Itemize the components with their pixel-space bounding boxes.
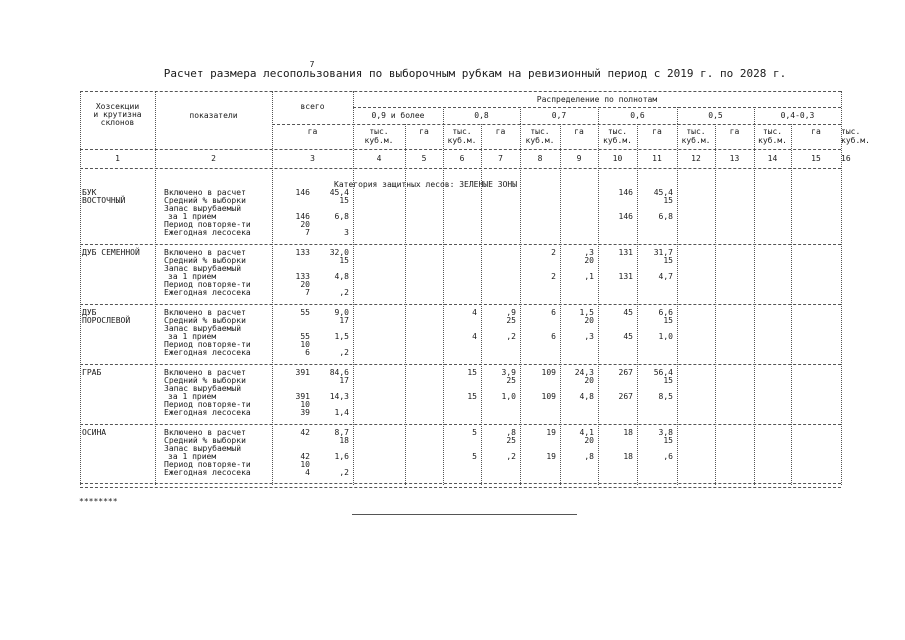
table-cell: 6,8	[334, 212, 349, 221]
indicator-label: Ежегодная лесосека	[164, 468, 251, 477]
column-number: 8	[537, 154, 543, 163]
table-cell: 6	[551, 332, 556, 341]
table-cell: 18	[623, 452, 633, 461]
indicator-label: Средний % выборки	[164, 256, 246, 265]
density-group-header: 0,4-0,3	[780, 111, 815, 120]
column-number: 2	[211, 154, 216, 163]
table-cell: 10	[300, 340, 310, 349]
column-header-farm-section: склонов	[100, 118, 135, 127]
table-cell: 42	[300, 428, 310, 437]
table-cell: 3,8	[658, 428, 673, 437]
page-number: 7	[309, 60, 315, 69]
table-cell: 3,9	[501, 368, 516, 377]
table-cell: 4,8	[334, 272, 349, 281]
table-cell: 15	[663, 316, 673, 325]
table-cell: 267	[618, 368, 633, 377]
subheader-ga: га	[495, 127, 506, 136]
column-header-farm-section: Хозсекции	[95, 102, 140, 111]
section-name: ОСИНА	[82, 428, 107, 437]
section-separator	[80, 364, 841, 365]
table-cell: 32,0	[329, 248, 349, 257]
indicator-label: Запас вырубаемый	[164, 324, 242, 333]
subheader-volume-unit: куб.м.	[364, 136, 394, 145]
subheader-volume-unit: куб.м.	[681, 136, 711, 145]
subheader-volume: тыс.	[762, 127, 783, 136]
table-cell: 18	[339, 436, 349, 445]
table-cell: 6,6	[658, 308, 673, 317]
column-header-distribution: Распределение по полнотам	[536, 95, 658, 104]
column-number: 5	[421, 154, 427, 163]
table-cell: 45	[623, 332, 633, 341]
table-cell: 5	[472, 452, 477, 461]
table-cell: 20	[584, 436, 594, 445]
density-group-header: 0,5	[708, 111, 723, 120]
table-cell: 42	[300, 452, 310, 461]
subheader-volume-unit: куб.м.	[758, 136, 787, 145]
section-name: ГРАБ	[82, 368, 102, 377]
table-cell: 45,4	[653, 188, 673, 197]
table-cell: 25	[506, 436, 516, 445]
table-cell: 7	[305, 228, 310, 237]
column-number: 13	[729, 154, 740, 163]
table-cell: 4,8	[579, 392, 594, 401]
table-cell: 1,0	[658, 332, 673, 341]
column-number: 10	[612, 154, 623, 163]
table-cell: 133	[295, 248, 310, 257]
indicator-label: за 1 прием	[168, 452, 217, 461]
table-cell: 25	[506, 376, 516, 385]
section-name: ДУБ	[82, 308, 97, 317]
table-bottom-rule	[80, 483, 841, 488]
indicator-label: Ежегодная лесосека	[164, 348, 251, 357]
table-cell: ,3	[584, 248, 594, 257]
table-cell: ,2	[339, 288, 349, 297]
column-number: 9	[576, 154, 582, 163]
table-cell: 15	[663, 376, 673, 385]
table-top-rule	[80, 91, 841, 92]
table-cell: 146	[295, 212, 310, 221]
subheader-volume-unit: куб.м.	[841, 136, 870, 145]
subheader-volume: тыс.	[686, 127, 706, 136]
indicator-label: за 1 прием	[168, 272, 217, 281]
indicator-label: Запас вырубаемый	[164, 444, 242, 453]
indicator-label: Ежегодная лесосека	[164, 288, 251, 297]
indicator-label: Период повторяе-ти	[164, 460, 251, 469]
indicator-label: Включено в расчет	[164, 248, 246, 257]
column-header-total: всего	[300, 102, 325, 111]
table-cell: 391	[295, 368, 310, 377]
table-cell: 6	[305, 348, 310, 357]
table-cell: 19	[546, 452, 556, 461]
table-cell: 5	[472, 428, 477, 437]
indicator-label: Включено в расчет	[164, 188, 246, 197]
table-cell: 1,6	[334, 452, 349, 461]
subheader-volume: тыс.	[530, 127, 550, 136]
column-number: 7	[498, 154, 503, 163]
table-cell: 1,4	[334, 408, 349, 417]
table-cell: 39	[300, 408, 310, 417]
table-cell: 15	[467, 368, 477, 377]
column-number: 15	[811, 154, 821, 163]
density-group-header: 0,9 и более	[371, 111, 425, 120]
table-cell: 17	[339, 316, 349, 325]
table-cell: ,6	[663, 452, 673, 461]
table-cell: 56,4	[653, 368, 673, 377]
page-title: Расчет размера лесопользования по выборочным рубкам на ревизионный период с 2019 г. по 2028 г.	[163, 67, 787, 80]
column-number: 14	[767, 154, 778, 163]
column-number: 16	[841, 154, 851, 163]
table-cell: 133	[295, 272, 310, 281]
indicator-label: за 1 прием	[168, 392, 217, 401]
table-cell: 14,3	[329, 392, 349, 401]
table-cell: 15	[663, 436, 673, 445]
subheader-volume: тыс.	[369, 127, 389, 136]
table-cell: 131	[618, 248, 633, 257]
footer-divider	[352, 514, 577, 515]
table-cell: 131	[618, 272, 633, 281]
column-number: 6	[459, 154, 465, 163]
table-cell: 4,7	[658, 272, 673, 281]
table-cell: 84,6	[329, 368, 349, 377]
table-cell: 4	[472, 332, 477, 341]
table-cell: ,9	[506, 308, 516, 317]
subheader-volume-unit: куб.м.	[525, 136, 555, 145]
indicator-label: Включено в расчет	[164, 308, 246, 317]
column-number: 3	[310, 154, 315, 163]
column-header-farm-section: и крутизна	[93, 110, 142, 119]
table-cell: 10	[300, 460, 310, 469]
column-number: 4	[376, 154, 382, 163]
distribution-rule	[353, 107, 841, 108]
subheader-ga: га	[307, 127, 318, 136]
subheader-rule	[272, 124, 841, 125]
table-cell: 45	[623, 308, 633, 317]
column-number: 11	[652, 154, 662, 163]
indicator-label: Включено в расчет	[164, 368, 246, 377]
table-cell: 391	[295, 392, 310, 401]
table-cell: 55	[300, 308, 310, 317]
table-cell: 8,7	[334, 428, 349, 437]
section-separator	[80, 304, 841, 305]
indicator-label: Ежегодная лесосека	[164, 408, 251, 417]
column-rule	[155, 91, 156, 485]
subheader-volume-unit: куб.м.	[447, 136, 477, 145]
table-cell: 45,4	[329, 188, 349, 197]
table-cell: 8,5	[658, 392, 673, 401]
table-cell: 17	[339, 376, 349, 385]
table-cell: ,3	[584, 332, 594, 341]
table-cell: 4	[472, 308, 477, 317]
section-name: БУК	[82, 188, 97, 197]
indicator-label: за 1 прием	[168, 332, 217, 341]
subheader-ga: га	[729, 127, 740, 136]
table-cell: 4	[305, 468, 310, 477]
column-rule	[353, 91, 354, 485]
table-cell: ,2	[506, 332, 516, 341]
indicator-label: за 1 прием	[168, 212, 217, 221]
colnum-bottom-rule	[80, 168, 841, 169]
indicator-label: Средний % выборки	[164, 376, 246, 385]
table-cell: 3	[344, 228, 349, 237]
table-cell: 20	[300, 220, 310, 229]
indicator-label: Период повторяе-ти	[164, 340, 251, 349]
table-cell: 7	[305, 288, 310, 297]
table-cell: 4,1	[579, 428, 594, 437]
section-name: ДУБ СЕМЕННОЙ	[82, 248, 140, 257]
indicator-label: Включено в расчет	[164, 428, 246, 437]
table-cell: ,8	[506, 428, 516, 437]
indicator-label: Средний % выборки	[164, 316, 246, 325]
table-cell: 6	[551, 308, 556, 317]
indicator-label: Запас вырубаемый	[164, 384, 242, 393]
header-bottom-rule	[80, 149, 841, 150]
table-cell: 15	[339, 256, 349, 265]
subheader-ga: га	[574, 127, 584, 136]
column-header-indicators: показатели	[189, 111, 238, 120]
subheader-ga: га	[811, 127, 821, 136]
indicator-label: Запас вырубаемый	[164, 204, 242, 213]
table-cell: 19	[546, 428, 556, 437]
table-cell: 1,5	[579, 308, 594, 317]
table-cell: ,8	[584, 452, 594, 461]
table-cell: 15	[467, 392, 477, 401]
subheader-volume: тыс.	[452, 127, 472, 136]
subheader-ga: га	[652, 127, 662, 136]
column-number: 1	[115, 154, 120, 163]
table-cell: 1,0	[501, 392, 516, 401]
table-cell: 146	[295, 188, 310, 197]
table-cell: 1,5	[334, 332, 349, 341]
indicator-label: Период повторяе-ти	[164, 280, 251, 289]
table-cell: 2	[551, 248, 556, 257]
table-cell: 15	[663, 256, 673, 265]
table-cell: 31,7	[653, 248, 673, 257]
category-label: Категория защитных лесов: ЗЕЛЕНЫЕ ЗОНЫ	[334, 180, 518, 189]
column-number: 12	[691, 154, 701, 163]
table-cell: 9,0	[334, 308, 349, 317]
table-cell: 20	[584, 376, 594, 385]
subheader-volume: тыс.	[841, 127, 861, 136]
table-cell: 6,8	[658, 212, 673, 221]
density-group-header: 0,8	[474, 111, 489, 120]
table-cell: 25	[506, 316, 516, 325]
indicator-label: Ежегодная лесосека	[164, 228, 251, 237]
table-cell: 20	[300, 280, 310, 289]
subheader-volume-unit: куб.м.	[603, 136, 632, 145]
table-cell: 109	[541, 392, 556, 401]
indicator-label: Средний % выборки	[164, 196, 246, 205]
section-separator	[80, 424, 841, 425]
footer-asterisks: ********	[79, 497, 118, 506]
indicator-label: Период повторяе-ти	[164, 220, 251, 229]
indicator-label: Средний % выборки	[164, 436, 246, 445]
density-group-header: 0,7	[551, 111, 567, 120]
table-cell: 146	[618, 212, 633, 221]
section-separator	[80, 244, 841, 245]
section-name: ВОСТОЧНЫЙ	[82, 196, 126, 205]
subheader-volume: тыс.	[607, 127, 628, 136]
table-cell: 2	[551, 272, 556, 281]
table-cell: 15	[339, 196, 349, 205]
table-cell: 20	[584, 316, 594, 325]
table-cell: 20	[584, 256, 594, 265]
table-cell: 109	[541, 368, 556, 377]
table-cell: 15	[663, 196, 673, 205]
table-cell: 10	[300, 400, 310, 409]
subheader-ga: га	[419, 127, 429, 136]
table-cell: ,1	[584, 272, 594, 281]
column-rule	[841, 91, 842, 485]
table-cell: 24,3	[574, 368, 594, 377]
table-cell: ,2	[339, 348, 349, 357]
table-cell: 267	[618, 392, 633, 401]
table-cell: 146	[618, 188, 633, 197]
table-cell: ,2	[339, 468, 349, 477]
section-name: ПОРОСЛЕВОЙ	[82, 316, 131, 325]
indicator-label: Запас вырубаемый	[164, 264, 242, 273]
table-cell: ,2	[506, 452, 516, 461]
indicator-label: Период повторяе-ти	[164, 400, 251, 409]
density-group-header: 0,6	[630, 111, 645, 120]
column-rule	[80, 91, 81, 485]
table-cell: 55	[300, 332, 310, 341]
table-cell: 18	[623, 428, 633, 437]
